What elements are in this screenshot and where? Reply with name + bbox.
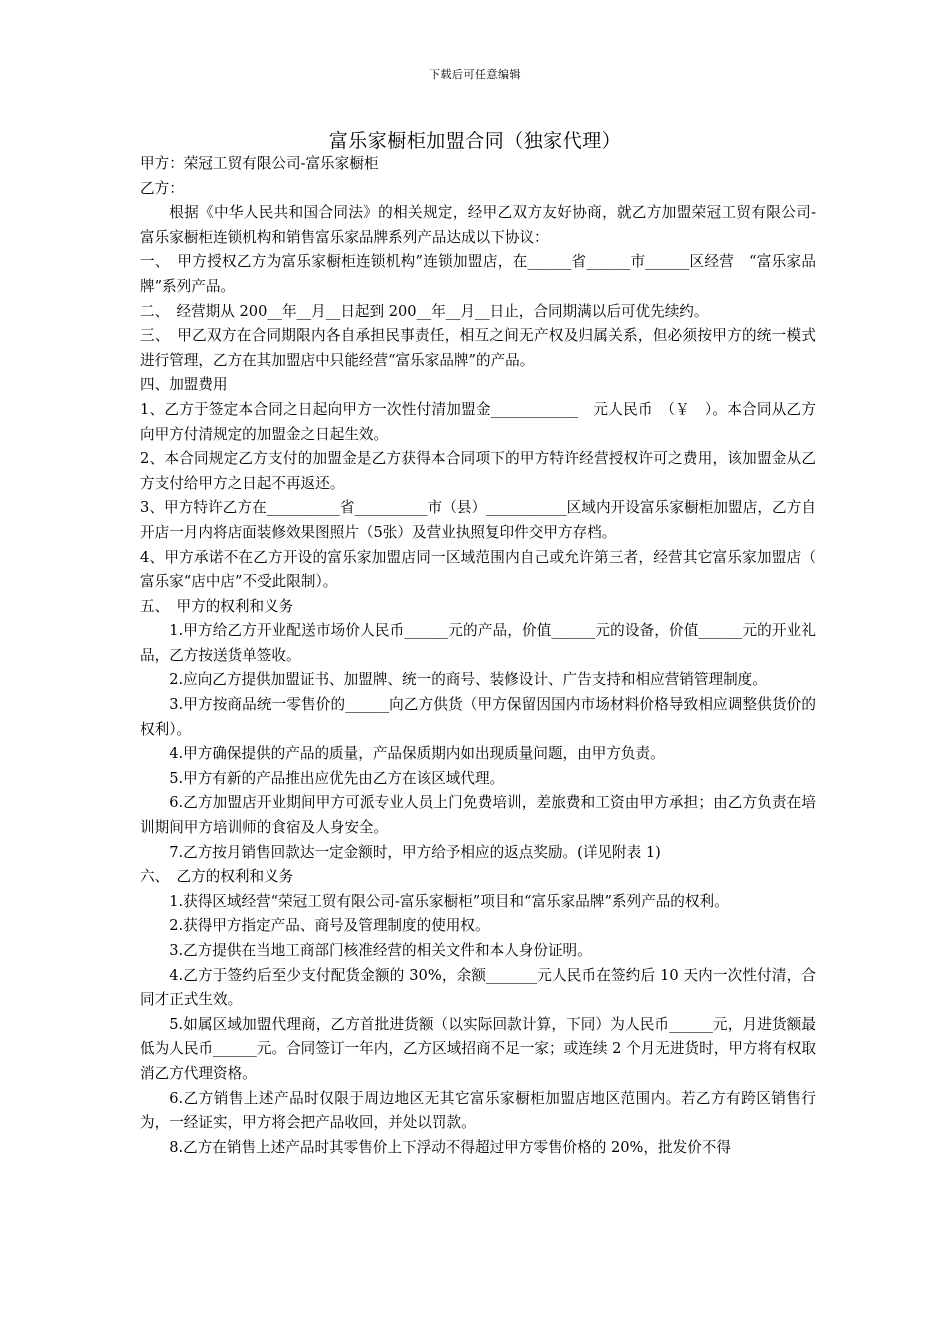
paragraph: 1、乙方于签定本合同之日起向甲方一次性付清加盟金____________ 元人民币 （￥ ）。本合同从乙方向甲方付清规定的加盟金之日起生效。: [140, 400, 816, 443]
paragraph: 3.甲方按商品统一零售价的______向乙方供货（甲方保留因国内市场材料价格导致相应调整供货价的权利）。: [140, 696, 816, 738]
paragraph: 四、加盟费用: [140, 376, 228, 394]
paragraph: 甲方：荣冠工贸有限公司-富乐家橱柜: [140, 155, 379, 172]
contract-body: [140, 152, 831, 1160]
paragraph: 2.获得甲方指定产品、商号及管理制度的使用权。: [169, 917, 490, 935]
paragraph: 1.获得区域经营“荣冠工贸有限公司-富乐家橱柜”项目和“富乐家品牌”系列产品的权利。: [169, 892, 729, 910]
paragraph: 6.乙方加盟店开业期间甲方可派专业人员上门免费培训，差旅费和工资由甲方承担；由乙方负责在培训期间甲方培训师的食宿及人身安全。: [140, 794, 816, 837]
paragraph: 1.甲方给乙方开业配送市场价人民币______元的产品，价值______元的设备，价值______元的开业礼品，乙方按送货单签收。: [140, 622, 816, 664]
paragraph: 乙方：: [140, 179, 184, 197]
header-note: 下载后可任意编辑: [429, 68, 521, 81]
paragraph: 3、甲方特许乙方在__________省__________市（县）___________区域内开设富乐家橱柜加盟店，乙方自开店一月内将店面装修效果图照片（5张）及营业执照复印件交甲方存档。: [140, 499, 816, 541]
paragraph: 一、 甲方授权乙方为富乐家橱柜连锁机构”连锁加盟店，在______省______市______区经营 “富乐家品牌”系列产品。: [140, 253, 816, 295]
paragraph: 六、 乙方的权利和义务: [140, 868, 294, 886]
paragraph: 4.乙方于签约后至少支付配货金额的 30%，余额_______元人民币在签约后 10 天内一次性付清，合同才正式生效。: [140, 966, 816, 1009]
paragraph: 7.乙方按月销售回款达一定金额时，甲方给予相应的返点奖励。(详见附表 1): [169, 843, 661, 861]
paragraph: 2、本合同规定乙方支付的加盟金是乙方获得本合同项下的甲方特许经营授权许可之费用，该加盟金从乙方支付给甲方之日起不再返还。: [140, 450, 816, 492]
paragraph: 3.乙方提供在当地工商部门核准经营的相关文件和本人身份证明。: [169, 942, 592, 959]
paragraph: 4.甲方确保提供的产品的质量，产品保质期内如出现质量问题，由甲方负责。: [169, 745, 665, 763]
paragraph: 4、甲方承诺不在乙方开设的富乐家加盟店同一区域范围内自己或允许第三者，经营其它富乐家加盟店（ 富乐家“店中店”不受此限制）。: [140, 548, 831, 591]
paragraph: 根据《中华人民共和国合同法》的相关规定，经甲乙双方友好协商，就乙方加盟荣冠工贸有限公司-富乐家橱柜连锁机构和销售富乐家品牌系列产品达成以下协议：: [140, 204, 816, 246]
paragraph: 6.乙方销售上述产品时仅限于周边地区无其它富乐家橱柜加盟店地区范围内。若乙方有跨区销售行为，一经证实，甲方将会把产品收回，并处以罚款。: [140, 1089, 816, 1132]
paragraph: 5.如属区域加盟代理商，乙方首批进货额（以实际回款计算，下同）为人民币______元，月进货额最低为人民币______元。合同签订一年内，乙方区域招商不足一家；或连续 2 个月无进货时，甲方将有权取消乙方代理资格。: [140, 1015, 816, 1082]
paragraph: 8.乙方在销售上述产品时其零售价上下浮动不得超过甲方零售价格的 20%，批发价不得: [169, 1138, 731, 1156]
contract-title: 富乐家橱柜加盟合同（独家代理）: [328, 130, 622, 152]
paragraph: 三、 甲乙双方在合同期限内各自承担民事责任，相互之间无产权及归属关系，但必须按甲方的统一模式进行管理，乙方在其加盟店中只能经营“富乐家品牌”的产品。: [140, 327, 816, 369]
paragraph: 五、 甲方的权利和义务: [140, 597, 294, 615]
paragraph: 2.应向乙方提供加盟证书、加盟牌、统一的商号、装修设计、广告支持和相应营销管理制度。: [169, 671, 767, 689]
paragraph: 二、 经营期从 200__年__月__日起到 200__年__月__日止，合同期满以后可优先续约。: [140, 302, 709, 320]
paragraph: 5.甲方有新的产品推出应优先由乙方在该区域代理。: [169, 769, 505, 787]
